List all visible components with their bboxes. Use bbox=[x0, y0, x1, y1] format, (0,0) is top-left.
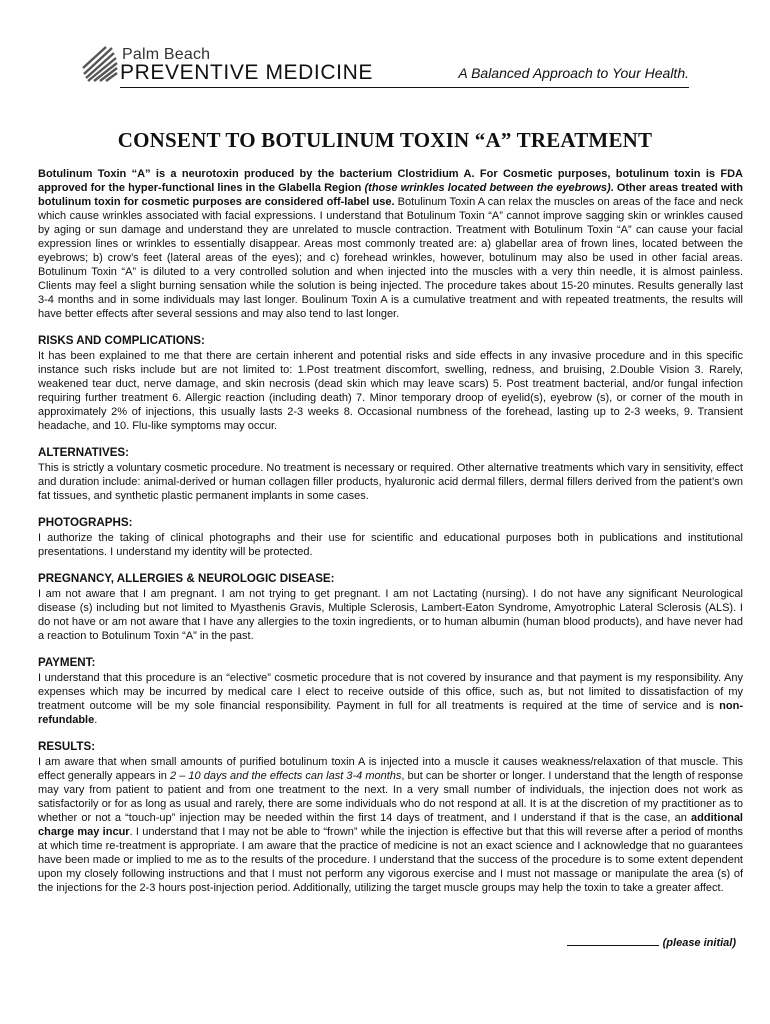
results-italic: 2 – 10 days and the effects can last 3-4 months bbox=[170, 770, 402, 782]
document-body bbox=[38, 167, 743, 895]
payment-text: I understand that this procedure is an “elective” cosmetic procedure that is not covered by insurance and that payment is my responsibility. Any expenses which may be incurred by medical care I elect to receive outside of this office, such as, but not limited to dissatisfaction of my treatment outcome will be my sole financial responsibility. Payment in full for all treatments is required at the time of service and is bbox=[38, 672, 743, 712]
initial-blank-line[interactable] bbox=[567, 945, 659, 946]
payment-heading: PAYMENT: bbox=[38, 656, 96, 669]
results-paragraph bbox=[38, 755, 743, 895]
intro-bold-b: . Other areas treated with botulinum toxin for cosmetic purposes are considered off-label use. bbox=[38, 182, 744, 208]
intro-paragraph bbox=[38, 167, 743, 321]
photographs-heading: PHOTOGRAPHS: bbox=[38, 516, 133, 529]
alternatives-heading: ALTERNATIVES: bbox=[38, 446, 130, 459]
letterhead bbox=[82, 40, 689, 90]
intro-text: Botulinum Toxin A can relax the muscles on areas of the face and neck which cause wrinkles associated with facial expressions. I understand that Botulinum Toxin “A” cannot improve sagging skin or wrinkles caused by aging or sun damage and understand they are unrelated to muscle contraction. Treatment with Botulinum Toxin “A” can cause your facial expression lines or wrinkles to essentially disappear. Areas most commonly treated are: a) glabellar area of frown lines, located between the eyebrows; b) crow’s feet (lateral areas of the eyes); and c) forehead wrinkles, however, botulinum may also be used in other facial areas. Botulinum Toxin “A” is diluted to a very controlled solution and when injected into the muscles with a very thin needle, it is almost painless. Clients may feel a slight burning sensation while the solution is being injected. The procedure takes about 15-20 minutes. Results generally last 3-4 months and in some individuals may last longer. Boulinum Toxin A is a cumulative treatment and with repeated treatments, the results will have better effects after several sessions and may also tend to last longer. bbox=[38, 196, 743, 320]
pregnancy-heading: PREGNANCY, ALLERGIES & NEUROLOGIC DISEASE: bbox=[38, 572, 335, 585]
alternatives-paragraph: This is strictly a voluntary cosmetic procedure. No treatment is necessary or required. Other alternative treatments which vary in sensitivity, effect and duration include: animal-derived or human collagen filler products, hyaluronic acid dermal fillers, dermal fillers derived from the patient’s own fat tissues, and synthetic plastic permanent implants in some cases. bbox=[38, 462, 743, 502]
palm-logo-icon bbox=[82, 44, 118, 82]
risks-paragraph: It has been explained to me that there are certain inherent and potential risks and side effects in any invasive procedure and in this specific instance such risks include but are not limited to: 1.Post treatment discomfort, swelling, redness, and bruising, 2.Double Vision 3. Rarely, weakened tear duct, nerve damage, and skin necrosis (dead skin which may leave scars) 5. Post treatment bacterial, and/or fungal infection requiring further treatment 6. Allergic reaction (including death) 7. Minor temporary droop of eyelid(s), eyebrow (s), or corner of the mouth in approximately 2% of injections, this usually lasts 2-3 weeks 8. Occasional numbness of the forehead, lasting up to 2-3 weeks, 9. Transient headache, and 10. Flu-like symptoms may occur. bbox=[38, 350, 743, 432]
brand-name-line1: Palm Beach bbox=[122, 46, 211, 63]
results-text-b: , but can be shorter or longer. I understand that the length of response may vary from patient to patient and from one treatment to the next. In a very small number of individuals, the injection does not work as satisfactorily or for as long as usual and rarely, there are some individuals who do not respond at all. It is at the discretion of my practitioner as to whether or not a “touch-up” injection may be needed within the first 14 days of treatment, and I understand if that is the case, an bbox=[38, 770, 744, 824]
payment-bold: non-refundable bbox=[38, 700, 743, 726]
photographs-paragraph: I authorize the taking of clinical photographs and their use for scientific and educational purposes both in publications and institutional presentations. I understand my identity will be protected. bbox=[38, 532, 743, 558]
initial-field[interactable] bbox=[567, 937, 736, 949]
initial-label: (please initial) bbox=[662, 937, 736, 949]
results-heading: RESULTS: bbox=[38, 740, 96, 753]
payment-paragraph bbox=[38, 671, 743, 727]
results-bold: additional charge may incur bbox=[38, 812, 743, 838]
brand-tagline: A Balanced Approach to Your Health. bbox=[458, 65, 689, 81]
document-title: CONSENT TO BOTULINUM TOXIN “A” TREATMENT bbox=[117, 128, 653, 152]
risks-heading: RISKS AND COMPLICATIONS: bbox=[38, 334, 205, 347]
intro-bold-a: Botulinum Toxin “A” is a neurotoxin produced by the bacterium Clostridium A. For Cosmetic purposes, botulinum toxin is FDA approved for the hyper-functional lines in the Glabella Region bbox=[38, 168, 743, 194]
header-divider bbox=[120, 87, 689, 88]
pregnancy-paragraph: I am not aware that I am pregnant. I am not trying to get pregnant. I am not Lactating (nursing). I do not have any significant Neurological disease (s) including but not limited to Myasthenis Gravis, Multiple Sclerosis, Lambert-Eaton Syndrome, Amyotrophic Lateral Sclerosis (ALS). I do not have or am not aware that I have any allergies to the toxin ingredients, or to human albumin (human blood products), and have never had a reaction to Botulinum Toxin “A” in the past. bbox=[38, 588, 743, 642]
intro-bold-italic: (those wrinkles located between the eyebrows) bbox=[364, 182, 611, 194]
brand-name-line2: PREVENTIVE MEDICINE bbox=[120, 61, 373, 84]
results-text-c: . I understand that I may not be able to “frown” while the injection is effective but that this will reverse after a period of months at which time re-treatment is appropriate. I am aware that the practice of medicine is not an exact science and I acknowledge that no guarantees have been made or implied to me as to the results of the procedure. I understand that the success of the procedure is to some extent dependent upon my closely following instructions and that I must not perform any vigorous exercise and I must not massage or manipulate the area (s) of the injections for the 2-3 hours post-injection period. Additionally, utilizing the target muscle groups may help the toxin to take a greater affect. bbox=[38, 826, 744, 894]
results-text-a: I am aware that when small amounts of purified botulinum toxin A is injected into a muscle it causes weakness/relaxation of that muscle. This effect generally appears in bbox=[38, 756, 743, 782]
payment-end: . bbox=[94, 714, 98, 726]
